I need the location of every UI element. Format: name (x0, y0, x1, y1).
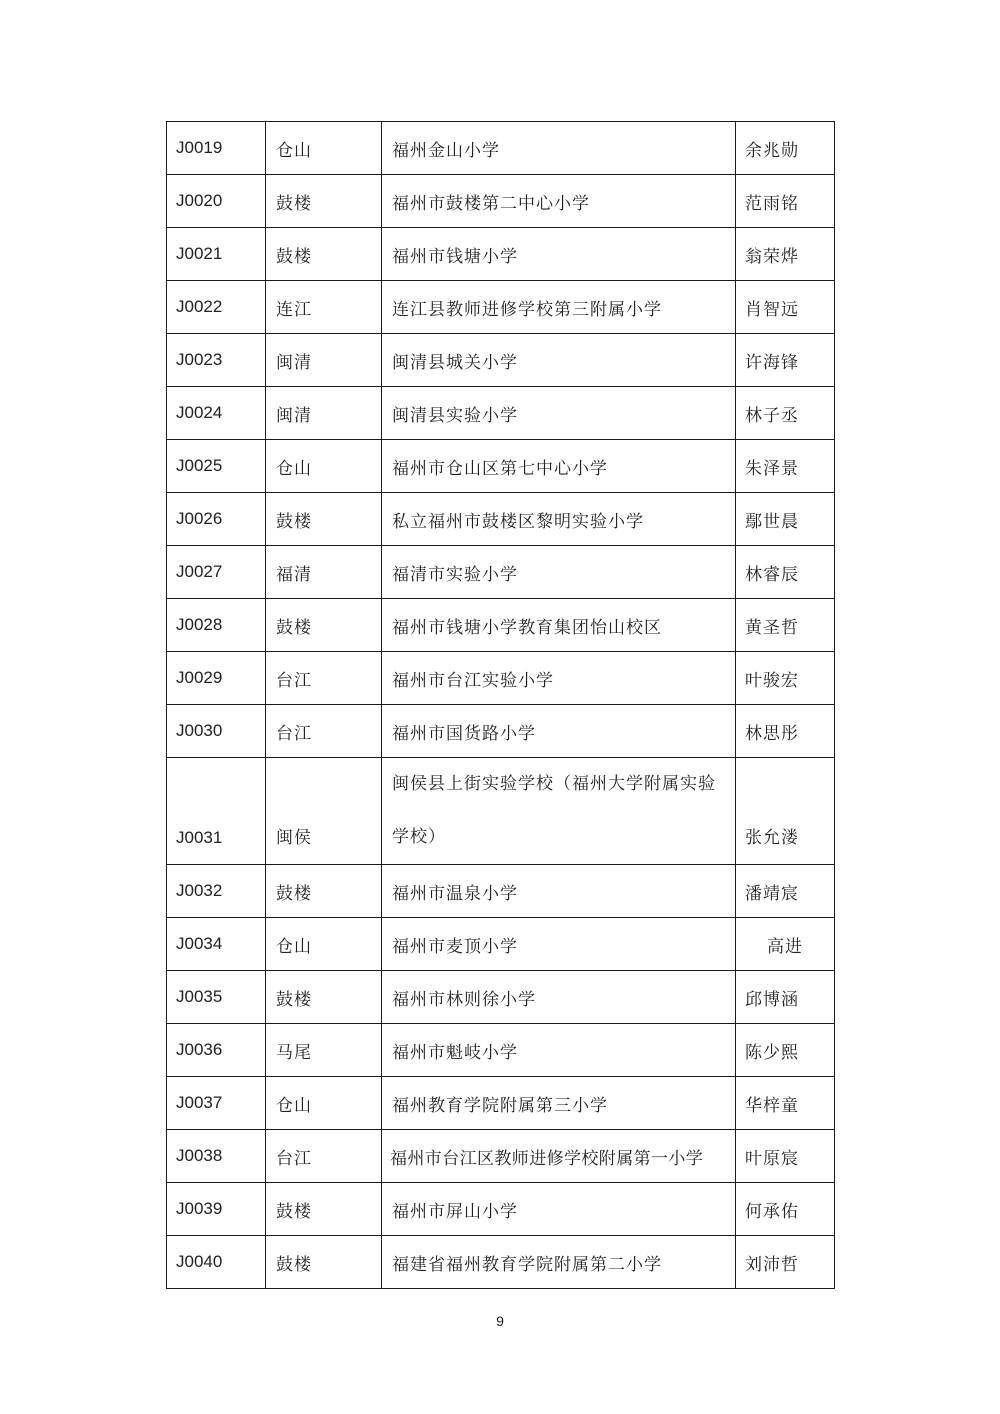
school-name: 连江县教师进修学校第三附属小学 (382, 281, 736, 334)
school-name: 福州市林则徐小学 (382, 971, 736, 1024)
table-row (167, 546, 835, 599)
district: 仓山 (266, 918, 382, 971)
school-name (382, 758, 736, 865)
entry-code: J0036 (167, 1024, 266, 1077)
school-name: 福州市国货路小学 (382, 705, 736, 758)
entry-code: J0032 (167, 865, 266, 918)
table-row (167, 599, 835, 652)
table-row (167, 971, 835, 1024)
table-row (167, 1183, 835, 1236)
student-name: 许海锋 (736, 334, 835, 387)
table-row (167, 175, 835, 228)
student-name: 翁荣烨 (736, 228, 835, 281)
table-row (167, 493, 835, 546)
entry-code: J0037 (167, 1077, 266, 1130)
entry-code: J0024 (167, 387, 266, 440)
school-name: 福州市麦顶小学 (382, 918, 736, 971)
student-name: 张允溇 (736, 758, 835, 865)
student-name: 叶原宸 (736, 1130, 835, 1183)
table-row (167, 387, 835, 440)
entry-code: J0031 (167, 758, 266, 865)
entry-code: J0039 (167, 1183, 266, 1236)
entry-code: J0028 (167, 599, 266, 652)
student-name: 陈少熙 (736, 1024, 835, 1077)
entry-code: J0026 (167, 493, 266, 546)
school-name: 福建省福州教育学院附属第二小学 (382, 1236, 736, 1289)
school-name-line-2: 学校） (392, 827, 446, 847)
entry-code: J0040 (167, 1236, 266, 1289)
district: 连江 (266, 281, 382, 334)
table-row (167, 652, 835, 705)
school-name: 福州市魁岐小学 (382, 1024, 736, 1077)
table-row (167, 758, 835, 865)
student-name: 鄢世晨 (736, 493, 835, 546)
school-name: 福州市温泉小学 (382, 865, 736, 918)
student-name: 肖智远 (736, 281, 835, 334)
entry-code: J0027 (167, 546, 266, 599)
school-name: 闽清县城关小学 (382, 334, 736, 387)
student-name: 华梓童 (736, 1077, 835, 1130)
school-name: 福州市钱塘小学教育集团怡山校区 (382, 599, 736, 652)
school-name: 福州市屏山小学 (382, 1183, 736, 1236)
district: 鼓楼 (266, 493, 382, 546)
student-name: 何承佑 (736, 1183, 835, 1236)
table-row (167, 1130, 835, 1183)
district: 鼓楼 (266, 1183, 382, 1236)
district: 台江 (266, 1130, 382, 1183)
table-row (167, 1236, 835, 1289)
student-name: 林睿辰 (736, 546, 835, 599)
school-name: 福州教育学院附属第三小学 (382, 1077, 736, 1130)
district: 台江 (266, 652, 382, 705)
roster-table (166, 121, 835, 1289)
table-row (167, 865, 835, 918)
school-name: 福州市台江实验小学 (382, 652, 736, 705)
student-name: 叶骏宏 (736, 652, 835, 705)
table-row (167, 122, 835, 175)
district: 福清 (266, 546, 382, 599)
student-name: 余兆勋 (736, 122, 835, 175)
district: 鼓楼 (266, 971, 382, 1024)
district: 仓山 (266, 1077, 382, 1130)
entry-code: J0034 (167, 918, 266, 971)
table-row (167, 440, 835, 493)
entry-code: J0025 (167, 440, 266, 493)
table-row (167, 1077, 835, 1130)
table-row (167, 281, 835, 334)
school-name: 福州金山小学 (382, 122, 736, 175)
district: 鼓楼 (266, 228, 382, 281)
entry-code: J0030 (167, 705, 266, 758)
table-row (167, 918, 835, 971)
entry-code: J0022 (167, 281, 266, 334)
district: 闽侯 (266, 758, 382, 865)
school-name: 福州市台江区教师进修学校附属第一小学 (382, 1130, 736, 1183)
district: 台江 (266, 705, 382, 758)
district: 闽清 (266, 334, 382, 387)
entry-code: J0023 (167, 334, 266, 387)
district: 鼓楼 (266, 175, 382, 228)
school-name: 福州市仓山区第七中心小学 (382, 440, 736, 493)
district: 鼓楼 (266, 865, 382, 918)
district: 仓山 (266, 122, 382, 175)
entry-code: J0038 (167, 1130, 266, 1183)
entry-code: J0020 (167, 175, 266, 228)
student-name: 高进 (736, 918, 835, 971)
district: 鼓楼 (266, 1236, 382, 1289)
district: 马尾 (266, 1024, 382, 1077)
student-name: 林子丞 (736, 387, 835, 440)
school-name: 福州市鼓楼第二中心小学 (382, 175, 736, 228)
entry-code: J0029 (167, 652, 266, 705)
page-number: 9 (496, 1313, 504, 1329)
school-name: 闽清县实验小学 (382, 387, 736, 440)
table-row (167, 1024, 835, 1077)
district: 闽清 (266, 387, 382, 440)
student-name: 刘沛哲 (736, 1236, 835, 1289)
school-name: 福清市实验小学 (382, 546, 736, 599)
district: 仓山 (266, 440, 382, 493)
student-name: 潘靖宸 (736, 865, 835, 918)
school-name-line-1: 闽侯县上街实验学校（福州大学附属实验 (392, 774, 716, 794)
student-name: 林思彤 (736, 705, 835, 758)
table-row (167, 228, 835, 281)
entry-code: J0021 (167, 228, 266, 281)
school-name: 福州市钱塘小学 (382, 228, 736, 281)
student-name: 朱泽景 (736, 440, 835, 493)
district: 鼓楼 (266, 599, 382, 652)
student-name: 范雨铭 (736, 175, 835, 228)
student-name: 黄圣哲 (736, 599, 835, 652)
school-name: 私立福州市鼓楼区黎明实验小学 (382, 493, 736, 546)
table-row (167, 334, 835, 387)
entry-code: J0035 (167, 971, 266, 1024)
student-name: 邱博涵 (736, 971, 835, 1024)
entry-code: J0019 (167, 122, 266, 175)
table-row (167, 705, 835, 758)
